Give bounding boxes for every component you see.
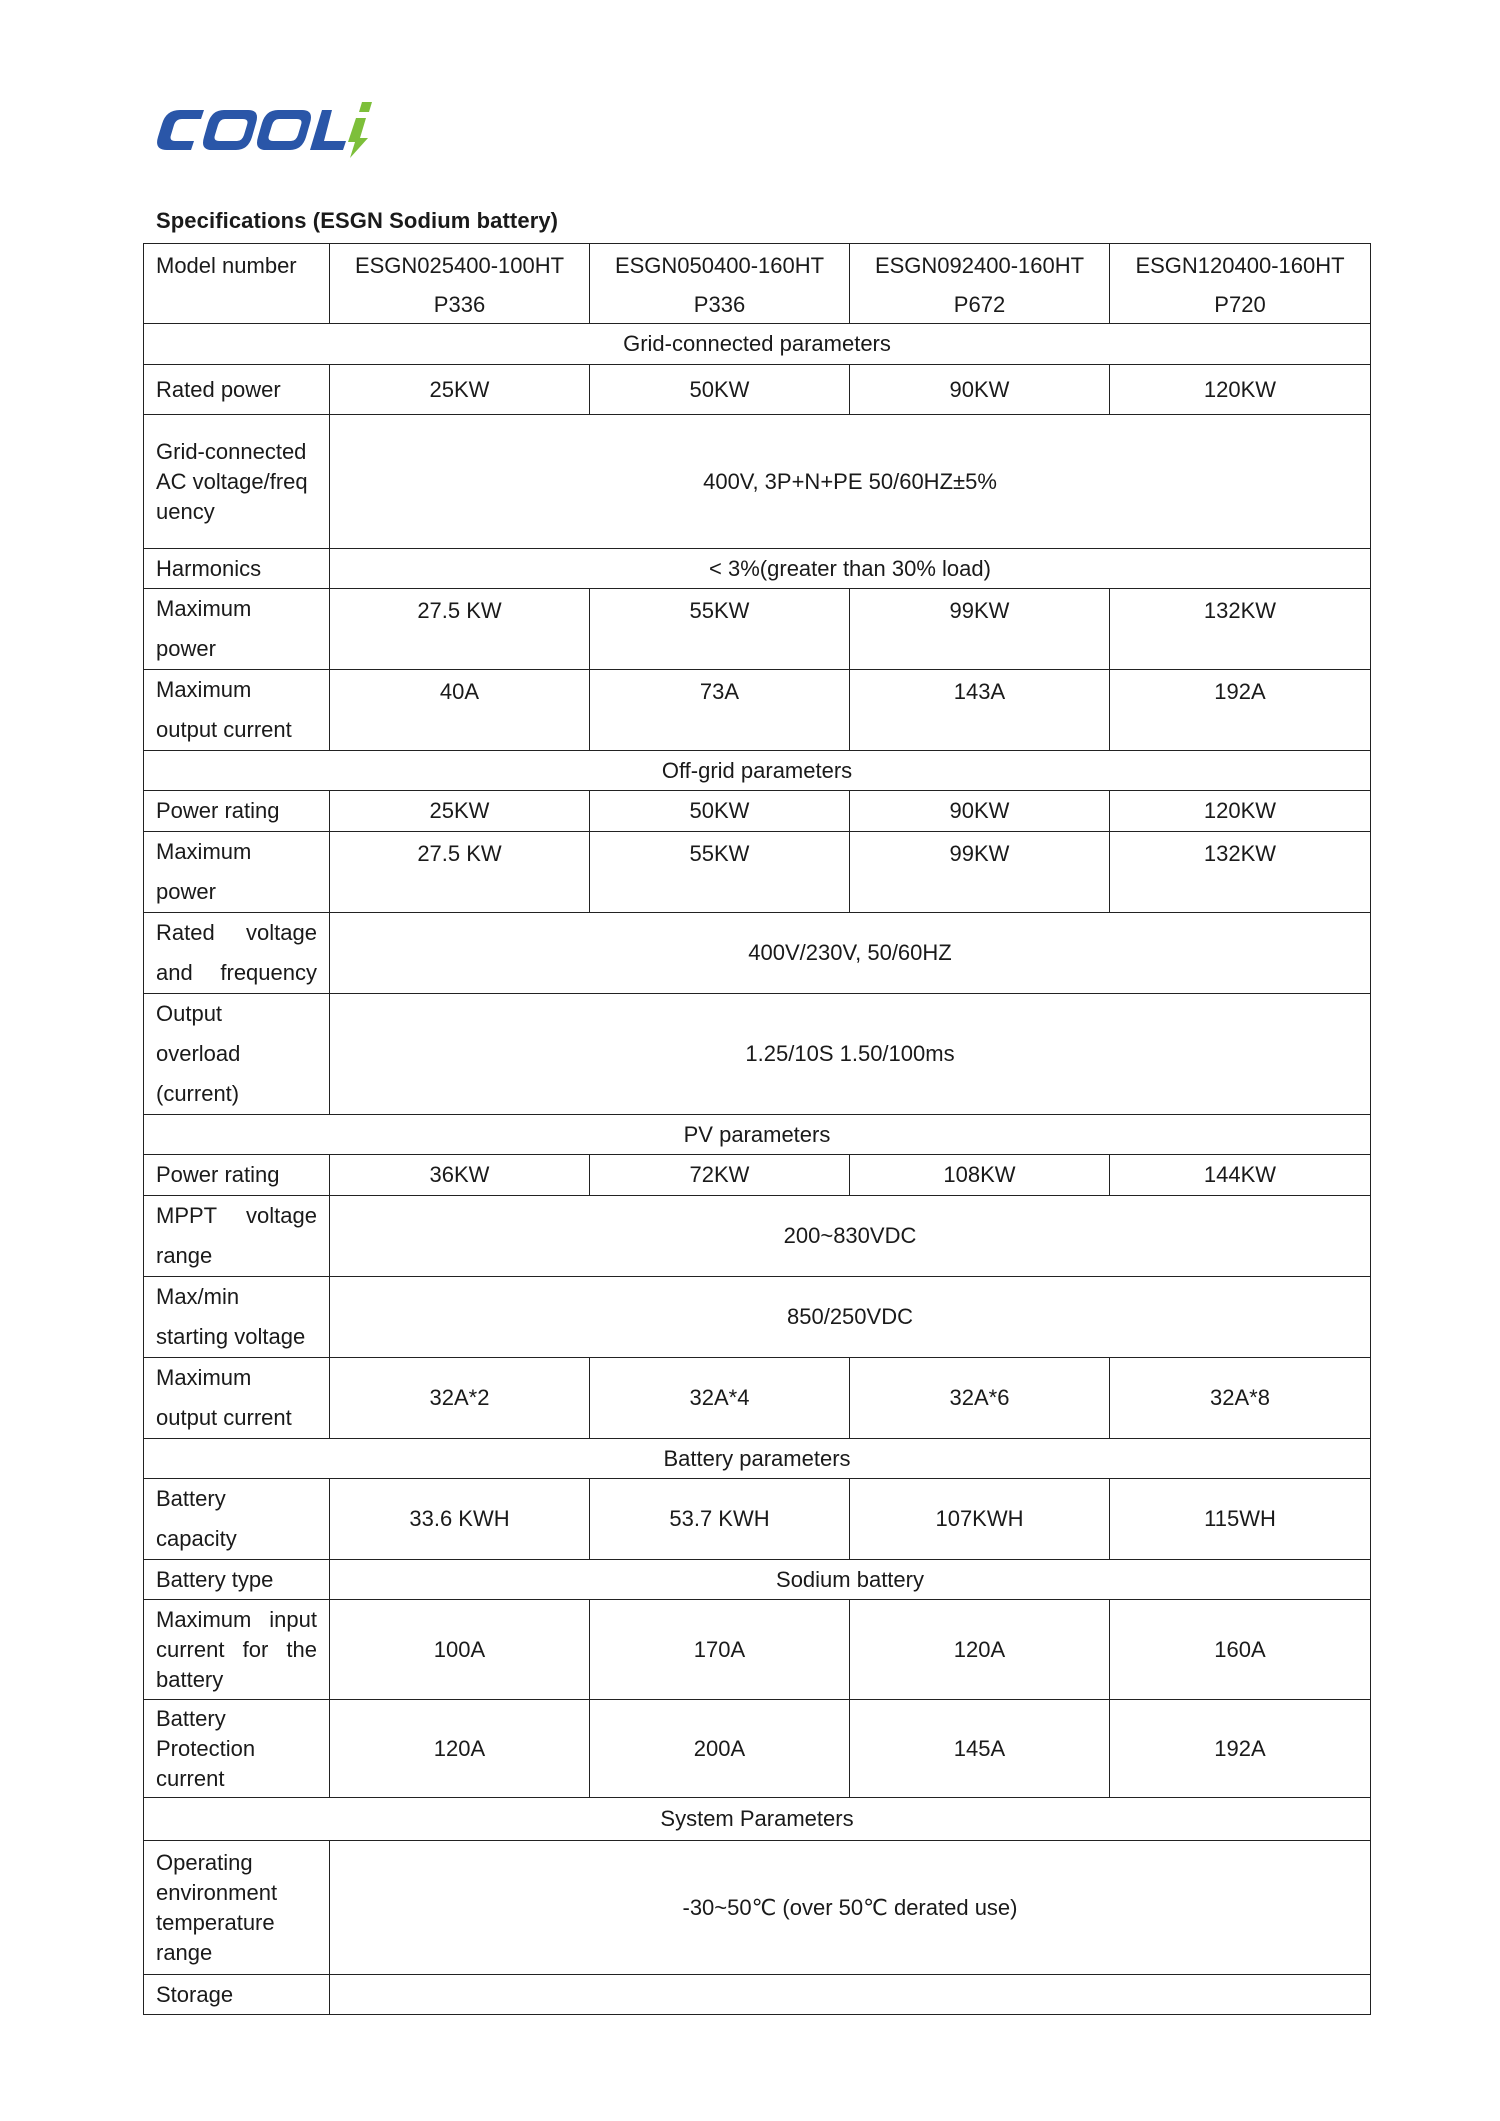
value-cell: 160A (1110, 1600, 1371, 1700)
model-cell (850, 244, 1110, 324)
section-row (144, 1439, 1371, 1479)
value-cell: 143A (850, 670, 1110, 751)
section-heading: Off-grid parameters (144, 751, 1371, 791)
table-row (144, 913, 1371, 994)
table-row (144, 365, 1371, 415)
table-row (144, 670, 1371, 751)
row-label: Harmonics (144, 549, 330, 589)
value-cell: 32A*6 (850, 1358, 1110, 1439)
value-cell: 73A (590, 670, 850, 751)
value-cell: 55KW (590, 589, 850, 670)
value-cell: 72KW (590, 1155, 850, 1196)
table-row (144, 1358, 1371, 1439)
table-row (144, 549, 1371, 589)
row-label: Model number (144, 244, 330, 324)
value-cell: 90KW (850, 791, 1110, 832)
table-row (144, 1155, 1371, 1196)
row-label: Storage (144, 1975, 330, 2015)
value-cell: 120A (850, 1600, 1110, 1700)
row-label-text: Maximum input current for the battery (156, 1606, 317, 1692)
row-label: Max/min starting voltage (144, 1277, 330, 1358)
value-cell: 100A (330, 1600, 590, 1700)
table-row (144, 589, 1371, 670)
section-heading: PV parameters (144, 1115, 1371, 1155)
value-cell: 40A (330, 670, 590, 751)
value-cell: 90KW (850, 365, 1110, 415)
page-title: Specifications (ESGN Sodium battery) (156, 208, 559, 233)
section-row (144, 1115, 1371, 1155)
value-cell: -30~50℃ (over 50℃ derated use) (330, 1841, 1371, 1975)
value-cell: 144KW (1110, 1155, 1371, 1196)
row-label: Battery type (144, 1560, 330, 1600)
value-cell: 99KW (850, 832, 1110, 913)
table-row (144, 1277, 1371, 1358)
section-row (144, 1798, 1371, 1841)
value-cell (330, 1975, 1371, 2015)
row-label (144, 913, 330, 994)
value-cell: 115WH (1110, 1479, 1371, 1560)
value-cell: 132KW (1110, 589, 1371, 670)
row-label: Maximum power (144, 589, 330, 670)
model-line2: P336 (433, 292, 486, 317)
model-line2: P720 (1214, 292, 1266, 317)
row-label-text: MPPT voltage range (156, 1203, 317, 1268)
value-cell: 120A (330, 1700, 590, 1798)
model-line2: P336 (693, 292, 746, 317)
value-cell: 55KW (590, 832, 850, 913)
value-cell: < 3%(greater than 30% load) (330, 549, 1371, 589)
table-row (144, 1841, 1371, 1975)
row-label-text: Rated voltage and frequency (156, 920, 317, 985)
table-row (144, 1479, 1371, 1560)
row-label: Maximum output current (144, 670, 330, 751)
value-cell: 120KW (1110, 791, 1371, 832)
row-label: Battery capacity (144, 1479, 330, 1560)
value-cell: 200~830VDC (330, 1196, 1371, 1277)
model-cell (590, 244, 850, 324)
value-cell: 192A (1110, 1700, 1371, 1798)
section-heading: System Parameters (144, 1798, 1371, 1841)
section-row (144, 751, 1371, 791)
section-heading: Grid-connected parameters (144, 324, 1371, 365)
value-cell: 33.6 KWH (330, 1479, 590, 1560)
value-cell: 27.5 KW (330, 589, 590, 670)
model-line1: ESGN025400-100HT (354, 253, 565, 278)
model-line1: ESGN120400-160HT (1135, 253, 1345, 278)
table-row (144, 832, 1371, 913)
value-cell: 25KW (330, 365, 590, 415)
value-cell: 50KW (590, 365, 850, 415)
table-row (144, 1196, 1371, 1277)
spec-table (143, 243, 1371, 2015)
cooli-logo (150, 98, 385, 160)
table-row (144, 1600, 1371, 1700)
value-cell: 1.25/10S 1.50/100ms (330, 994, 1371, 1115)
row-label: Power rating (144, 1155, 330, 1196)
value-cell: 32A*8 (1110, 1358, 1371, 1439)
row-label: Grid-connected AC voltage/frequency (144, 415, 330, 549)
value-cell: 145A (850, 1700, 1110, 1798)
value-cell: 107KWH (850, 1479, 1110, 1560)
value-cell: 850/250VDC (330, 1277, 1371, 1358)
value-cell: 108KW (850, 1155, 1110, 1196)
table-row-model (144, 244, 1371, 324)
table-row (144, 1560, 1371, 1600)
row-label: Maximum power (144, 832, 330, 913)
value-cell: 200A (590, 1700, 850, 1798)
row-label: Maximum output current (144, 1358, 330, 1439)
table-row (144, 415, 1371, 549)
row-label (144, 1600, 330, 1700)
value-cell: 400V, 3P+N+PE 50/60HZ±5% (330, 415, 1371, 549)
value-cell: 50KW (590, 791, 850, 832)
value-cell: 120KW (1110, 365, 1371, 415)
value-cell: Sodium battery (330, 1560, 1371, 1600)
row-label: Battery Protection current (144, 1700, 330, 1798)
value-cell: 170A (590, 1600, 850, 1700)
row-label: Operating environment temperature range (144, 1841, 330, 1975)
value-cell: 99KW (850, 589, 1110, 670)
value-cell: 400V/230V, 50/60HZ (330, 913, 1371, 994)
row-label: Power rating (144, 791, 330, 832)
row-label (144, 1196, 330, 1277)
value-cell: 32A*2 (330, 1358, 590, 1439)
value-cell: 27.5 KW (330, 832, 590, 913)
value-cell: 32A*4 (590, 1358, 850, 1439)
table-row (144, 1700, 1371, 1798)
section-heading: Battery parameters (144, 1439, 1371, 1479)
value-cell: 192A (1110, 670, 1371, 751)
value-cell: 36KW (330, 1155, 590, 1196)
model-cell (330, 244, 590, 324)
value-cell: 132KW (1110, 832, 1371, 913)
model-cell (1110, 244, 1371, 324)
value-cell: 53.7 KWH (590, 1479, 850, 1560)
table-row (144, 791, 1371, 832)
model-line1: ESGN050400-160HT (614, 253, 825, 278)
model-line2: P672 (953, 292, 1006, 317)
row-label: Output overload (current) (144, 994, 330, 1115)
table-row (144, 994, 1371, 1115)
row-label: Rated power (144, 365, 330, 415)
section-row (144, 324, 1371, 365)
model-line1: ESGN092400-160HT (874, 253, 1085, 278)
value-cell: 25KW (330, 791, 590, 832)
cooli-logo-mark (150, 98, 385, 160)
table-row (144, 1975, 1371, 2015)
